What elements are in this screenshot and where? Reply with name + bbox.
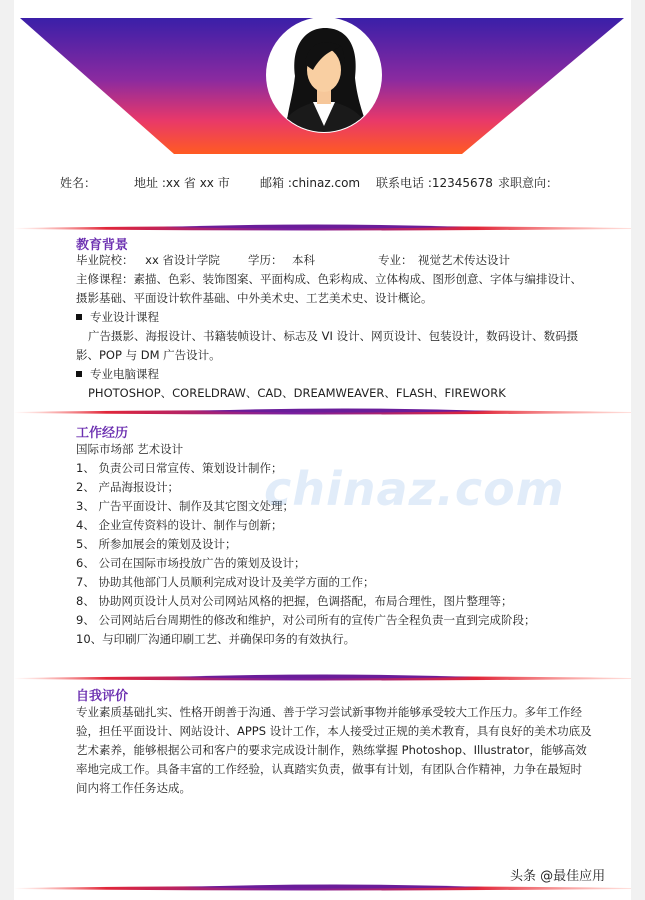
resume-page xyxy=(14,0,631,900)
major-label: 专业： xyxy=(378,253,413,267)
work-item: 6、 公司在国际市场投放广告的策划及设计； xyxy=(76,556,306,570)
section-divider xyxy=(14,404,631,418)
pro-courses-heading-text: 专业设计课程 xyxy=(90,310,159,324)
work-item: 2、 产品海报设计； xyxy=(76,480,179,494)
self-eval-text: 专业素质基础扎实、性格开朗善于沟通、善于学习尝试新事物并能够承受较大工作压力。多年工作经验，担任平面设计、网站设计、APPS 设计工作，本人接受过正规的美术教育，具有良好的美术功底及艺术素养，能够根据公司和客户的要求完成设计制作，熟练掌握 Photoshop、Illustrator，能够高效率地完成工作。具备丰富的工作经验，认真踏实负责，做事有计划，有团队合作精神，力争在最短时间内将工作任务达成。 xyxy=(76,705,592,795)
pc-courses-heading-text: 专业电脑课程 xyxy=(90,367,159,381)
pro-courses-line-1: 广告摄影、海报设计、书籍装帧设计、标志及 VI 设计、网页设计、包装设计，数码设计、数码摄 xyxy=(88,329,579,343)
address-text: 地址 :xx 省 xx 市 xyxy=(134,176,230,190)
work-item: 8、 协助网页设计人员对公司网站风格的把握，色调搭配，布局合理性，图片整理等； xyxy=(76,594,513,608)
work-item: 3、 广告平面设计、制作及其它图文处理； xyxy=(76,499,294,513)
degree-value: 本科 xyxy=(292,253,315,267)
work-item: 1、 负责公司日常宣传、策划设计制作； xyxy=(76,461,283,475)
avatar-woman-icon xyxy=(265,16,383,134)
work-subtitle: 国际市场部 艺术设计 xyxy=(76,442,184,456)
job-intent-label: 求职意向： xyxy=(498,176,559,190)
work-item: 10、与印刷厂沟通印刷工艺、并确保印务的有效执行。 xyxy=(76,632,356,646)
phone-text: 联系电话 :12345678 xyxy=(376,176,493,190)
self-eval-title: 自我评价 xyxy=(76,689,129,704)
work-item: 5、 所参加展会的策划及设计； xyxy=(76,537,237,551)
section-divider xyxy=(14,220,631,234)
contact-info-row xyxy=(14,174,631,192)
pc-courses-heading xyxy=(76,365,596,384)
name-label: 姓名： xyxy=(60,176,97,190)
watermark-logo: chinaz.com xyxy=(264,462,565,516)
courses-line-2: 摄影基础、平面设计软件基础、中外美术史、工艺美术史、设计概论。 xyxy=(76,291,433,305)
pro-courses-heading xyxy=(76,308,596,327)
work-item: 4、 企业宣传资料的设计、制作与创新； xyxy=(76,518,283,532)
courses-line-1: 主修课程：素描、色彩、装饰图案、平面构成、色彩构成、立体构成、图形创意、字体与编排设计、 xyxy=(76,272,582,286)
pro-courses-line-2: 影、POP 与 DM 广告设计。 xyxy=(76,348,221,362)
work-item: 7、 协助其他部门人员顺利完成对设计及美学方面的工作； xyxy=(76,575,375,589)
pc-courses-line: PHOTOSHOP、CORELDRAW、CAD、DREAMWEAVER、FLASH、FIREWORK xyxy=(88,386,506,400)
source-credit: 头条 @最佳应用 xyxy=(510,869,606,884)
bullet-square-icon xyxy=(76,371,82,377)
school-label: 毕业院校： xyxy=(76,253,134,267)
degree-label: 学历： xyxy=(248,253,283,267)
work-item: 9、 公司网站后台周期性的修改和维护，对公司所有的宣传广告全程负责一直到完成阶段； xyxy=(76,613,536,627)
major-value: 视觉艺术传达设计 xyxy=(418,253,510,267)
email-text: 邮箱 :chinaz.com xyxy=(260,176,361,190)
education-title: 教育背景 xyxy=(76,238,129,253)
school-value: xx 省设计学院 xyxy=(145,253,220,267)
work-title: 工作经历 xyxy=(76,426,129,441)
bullet-square-icon xyxy=(76,314,82,320)
education-school-row xyxy=(76,251,596,270)
section-divider xyxy=(14,670,631,684)
